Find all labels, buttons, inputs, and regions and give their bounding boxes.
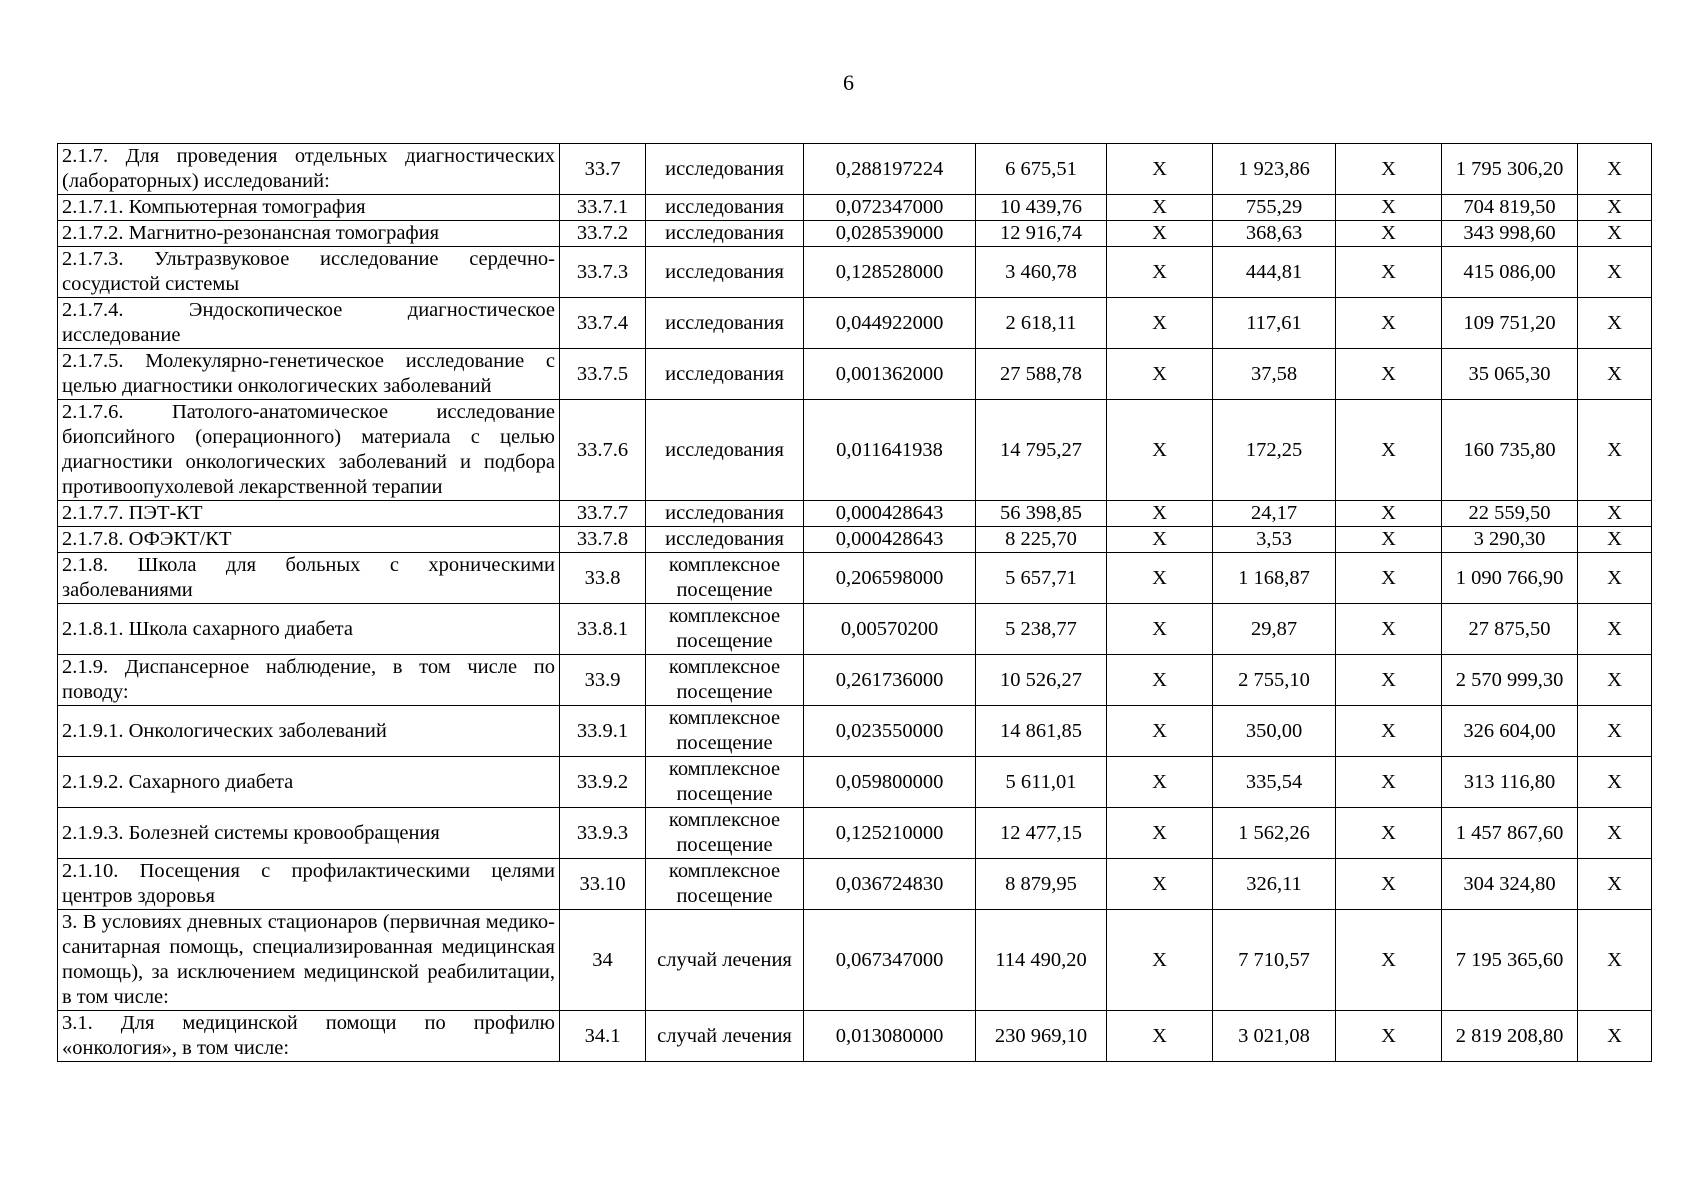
cell-per-capita: 3 021,08 (1213, 1011, 1336, 1062)
cell-x: Х (1107, 221, 1213, 247)
cell-name: 2.1.7.1. Компьютерная томография (58, 195, 560, 221)
cell-x: Х (1578, 400, 1652, 501)
cell-x: Х (1107, 349, 1213, 400)
cell-norm: 0,011641938 (804, 400, 976, 501)
cell-x: Х (1107, 247, 1213, 298)
cell-name: 2.1.9.2. Сахарного диабета (58, 757, 560, 808)
cell-x: Х (1336, 757, 1442, 808)
cell-unit: комплексное посещение (646, 604, 804, 655)
cell-unit: исследования (646, 400, 804, 501)
cell-norm: 0,013080000 (804, 1011, 976, 1062)
cell-cost: 10 526,27 (976, 655, 1107, 706)
cell-norm: 0,128528000 (804, 247, 976, 298)
cell-total: 35 065,30 (1442, 349, 1578, 400)
cell-norm: 0,000428643 (804, 527, 976, 553)
cell-per-capita: 2 755,10 (1213, 655, 1336, 706)
cell-name: 2.1.7.3. Ультразвуковое исследование сердечно-сосудистой системы (58, 247, 560, 298)
cell-cost: 3 460,78 (976, 247, 1107, 298)
cell-cost: 230 969,10 (976, 1011, 1107, 1062)
cell-x: Х (1336, 808, 1442, 859)
cell-per-capita: 326,11 (1213, 859, 1336, 910)
cell-x: Х (1578, 1011, 1652, 1062)
cell-norm: 0,044922000 (804, 298, 976, 349)
cell-name: 2.1.7. Для проведения отдельных диагностических (лабораторных) исследований: (58, 144, 560, 195)
cell-code: 33.7.4 (560, 298, 646, 349)
cell-x: Х (1336, 400, 1442, 501)
cell-total: 1 457 867,60 (1442, 808, 1578, 859)
cell-total: 704 819,50 (1442, 195, 1578, 221)
cell-unit: комплексное посещение (646, 553, 804, 604)
cell-code: 33.7.5 (560, 349, 646, 400)
cell-unit: случай лечения (646, 910, 804, 1011)
cell-name: 2.1.9. Диспансерное наблюдение, в том числе по поводу: (58, 655, 560, 706)
cell-code: 33.8.1 (560, 604, 646, 655)
data-table (57, 143, 1652, 1062)
page-number: 6 (843, 70, 854, 95)
cell-per-capita: 368,63 (1213, 221, 1336, 247)
cell-name: 2.1.9.3. Болезней системы кровообращения (58, 808, 560, 859)
cell-x: Х (1578, 757, 1652, 808)
cell-norm: 0,036724830 (804, 859, 976, 910)
table-row (58, 298, 1652, 349)
cell-code: 33.10 (560, 859, 646, 910)
cell-total: 160 735,80 (1442, 400, 1578, 501)
cell-cost: 12 916,74 (976, 221, 1107, 247)
cell-per-capita: 1 562,26 (1213, 808, 1336, 859)
cell-name: 2.1.10. Посещения с профилактическими целями центров здоровья (58, 859, 560, 910)
table-row (58, 808, 1652, 859)
cell-name: 2.1.7.7. ПЭТ-КТ (58, 501, 560, 527)
cell-x: Х (1578, 501, 1652, 527)
cell-norm: 0,067347000 (804, 910, 976, 1011)
cell-norm: 0,125210000 (804, 808, 976, 859)
cell-total: 109 751,20 (1442, 298, 1578, 349)
cell-x: Х (1578, 349, 1652, 400)
table-row (58, 400, 1652, 501)
table-row (58, 655, 1652, 706)
cell-total: 304 324,80 (1442, 859, 1578, 910)
cell-code: 33.9.2 (560, 757, 646, 808)
cell-cost: 56 398,85 (976, 501, 1107, 527)
cell-x: Х (1107, 298, 1213, 349)
cell-code: 33.7.6 (560, 400, 646, 501)
cell-cost: 5 611,01 (976, 757, 1107, 808)
cell-name: 2.1.9.1. Онкологических заболеваний (58, 706, 560, 757)
table-row (58, 221, 1652, 247)
cell-total: 7 195 365,60 (1442, 910, 1578, 1011)
table-row (58, 757, 1652, 808)
table-row (58, 1011, 1652, 1062)
cell-x: Х (1578, 859, 1652, 910)
cell-x: Х (1578, 655, 1652, 706)
cell-per-capita: 117,61 (1213, 298, 1336, 349)
table-row (58, 553, 1652, 604)
table-row (58, 859, 1652, 910)
cell-x: Х (1107, 910, 1213, 1011)
cell-unit: комплексное посещение (646, 655, 804, 706)
cell-norm: 0,028539000 (804, 221, 976, 247)
cell-name: 3.1. Для медицинской помощи по профилю «онкология», в том числе: (58, 1011, 560, 1062)
table-row (58, 706, 1652, 757)
cell-code: 33.8 (560, 553, 646, 604)
cell-unit: исследования (646, 247, 804, 298)
cell-x: Х (1578, 706, 1652, 757)
cell-unit: случай лечения (646, 1011, 804, 1062)
cell-name: 3. В условиях дневных стационаров (первичная медико-санитарная помощь, специализированная медицинская помощь), за исключением медицинской реабилитации, в том числе: (58, 910, 560, 1011)
cell-x: Х (1578, 221, 1652, 247)
cell-code: 33.7.7 (560, 501, 646, 527)
cell-per-capita: 1 168,87 (1213, 553, 1336, 604)
cell-per-capita: 335,54 (1213, 757, 1336, 808)
cell-x: Х (1107, 195, 1213, 221)
cell-x: Х (1107, 655, 1213, 706)
table-row (58, 910, 1652, 1011)
cell-norm: 0,023550000 (804, 706, 976, 757)
table-row (58, 501, 1652, 527)
cell-cost: 6 675,51 (976, 144, 1107, 195)
cell-code: 34 (560, 910, 646, 1011)
cell-unit: комплексное посещение (646, 757, 804, 808)
cell-cost: 8 879,95 (976, 859, 1107, 910)
cell-x: Х (1336, 527, 1442, 553)
cell-code: 33.9 (560, 655, 646, 706)
cell-norm: 0,206598000 (804, 553, 976, 604)
cell-name: 2.1.7.6. Патолого-анатомическое исследование биопсийного (операционного) материала с целью диагностики онкологических заболеваний и подбора противоопухолевой лекарственной терапии (58, 400, 560, 501)
cell-total: 27 875,50 (1442, 604, 1578, 655)
cell-x: Х (1578, 195, 1652, 221)
cell-x: Х (1578, 910, 1652, 1011)
cell-total: 2 570 999,30 (1442, 655, 1578, 706)
cell-x: Х (1578, 247, 1652, 298)
cell-total: 415 086,00 (1442, 247, 1578, 298)
cell-per-capita: 350,00 (1213, 706, 1336, 757)
cell-x: Х (1336, 706, 1442, 757)
cell-per-capita: 172,25 (1213, 400, 1336, 501)
cell-unit: исследования (646, 501, 804, 527)
cell-x: Х (1107, 706, 1213, 757)
cell-code: 34.1 (560, 1011, 646, 1062)
cell-x: Х (1336, 910, 1442, 1011)
cell-unit: исследования (646, 349, 804, 400)
cell-x: Х (1107, 501, 1213, 527)
cell-x: Х (1107, 527, 1213, 553)
cell-x: Х (1107, 144, 1213, 195)
table-row (58, 349, 1652, 400)
cell-total: 1 090 766,90 (1442, 553, 1578, 604)
cell-per-capita: 37,58 (1213, 349, 1336, 400)
cell-unit: исследования (646, 298, 804, 349)
cell-name: 2.1.7.2. Магнитно-резонансная томография (58, 221, 560, 247)
cell-norm: 0,000428643 (804, 501, 976, 527)
cell-x: Х (1107, 604, 1213, 655)
cell-cost: 2 618,11 (976, 298, 1107, 349)
cell-per-capita: 29,87 (1213, 604, 1336, 655)
cell-code: 33.7.8 (560, 527, 646, 553)
cell-code: 33.9.1 (560, 706, 646, 757)
cell-cost: 8 225,70 (976, 527, 1107, 553)
cell-code: 33.9.3 (560, 808, 646, 859)
cell-name: 2.1.7.5. Молекулярно-генетическое исследование с целью диагностики онкологических заболеваний (58, 349, 560, 400)
cell-per-capita: 444,81 (1213, 247, 1336, 298)
table-row (58, 144, 1652, 195)
cell-code: 33.7.2 (560, 221, 646, 247)
table-row (58, 604, 1652, 655)
cell-x: Х (1107, 808, 1213, 859)
cell-total: 3 290,30 (1442, 527, 1578, 553)
cell-x: Х (1578, 604, 1652, 655)
cell-x: Х (1578, 808, 1652, 859)
cell-cost: 12 477,15 (976, 808, 1107, 859)
cell-x: Х (1336, 553, 1442, 604)
cell-norm: 0,288197224 (804, 144, 976, 195)
cell-code: 33.7.1 (560, 195, 646, 221)
cell-cost: 114 490,20 (976, 910, 1107, 1011)
cell-unit: комплексное посещение (646, 808, 804, 859)
cell-name: 2.1.7.8. ОФЭКТ/КТ (58, 527, 560, 553)
cell-x: Х (1336, 501, 1442, 527)
cell-x: Х (1107, 757, 1213, 808)
cell-name: 2.1.7.4. Эндоскопическое диагностическое исследование (58, 298, 560, 349)
table-row (58, 527, 1652, 553)
cell-unit: комплексное посещение (646, 706, 804, 757)
cell-norm: 0,072347000 (804, 195, 976, 221)
cell-x: Х (1336, 247, 1442, 298)
cell-cost: 5 238,77 (976, 604, 1107, 655)
cell-cost: 14 861,85 (976, 706, 1107, 757)
cell-per-capita: 3,53 (1213, 527, 1336, 553)
cell-unit: комплексное посещение (646, 859, 804, 910)
cell-x: Х (1107, 400, 1213, 501)
cell-x: Х (1336, 1011, 1442, 1062)
cell-name: 2.1.8.1. Школа сахарного диабета (58, 604, 560, 655)
cell-code: 33.7.3 (560, 247, 646, 298)
cell-x: Х (1578, 527, 1652, 553)
cell-code: 33.7 (560, 144, 646, 195)
cell-norm: 0,261736000 (804, 655, 976, 706)
cell-per-capita: 755,29 (1213, 195, 1336, 221)
cell-unit: исследования (646, 527, 804, 553)
cell-x: Х (1336, 655, 1442, 706)
cell-x: Х (1336, 349, 1442, 400)
cell-total: 22 559,50 (1442, 501, 1578, 527)
cell-unit: исследования (646, 221, 804, 247)
cell-cost: 5 657,71 (976, 553, 1107, 604)
cell-norm: 0,001362000 (804, 349, 976, 400)
cell-cost: 14 795,27 (976, 400, 1107, 501)
cell-cost: 27 588,78 (976, 349, 1107, 400)
cell-x: Х (1336, 859, 1442, 910)
cell-total: 326 604,00 (1442, 706, 1578, 757)
cell-per-capita: 1 923,86 (1213, 144, 1336, 195)
cell-x: Х (1578, 553, 1652, 604)
cell-x: Х (1336, 298, 1442, 349)
cell-x: Х (1107, 859, 1213, 910)
cell-x: Х (1578, 144, 1652, 195)
cell-norm: 0,059800000 (804, 757, 976, 808)
cell-unit: исследования (646, 144, 804, 195)
cell-total: 2 819 208,80 (1442, 1011, 1578, 1062)
cell-x: Х (1336, 195, 1442, 221)
cell-x: Х (1107, 1011, 1213, 1062)
cell-total: 313 116,80 (1442, 757, 1578, 808)
cell-norm: 0,00570200 (804, 604, 976, 655)
cell-per-capita: 24,17 (1213, 501, 1336, 527)
cell-x: Х (1336, 604, 1442, 655)
cell-total: 343 998,60 (1442, 221, 1578, 247)
cell-x: Х (1336, 144, 1442, 195)
table-row (58, 247, 1652, 298)
cell-per-capita: 7 710,57 (1213, 910, 1336, 1011)
cell-x: Х (1107, 553, 1213, 604)
cell-name: 2.1.8. Школа для больных с хроническими заболеваниями (58, 553, 560, 604)
cell-x: Х (1578, 298, 1652, 349)
table-row (58, 195, 1652, 221)
cell-total: 1 795 306,20 (1442, 144, 1578, 195)
cell-unit: исследования (646, 195, 804, 221)
cell-cost: 10 439,76 (976, 195, 1107, 221)
cell-x: Х (1336, 221, 1442, 247)
